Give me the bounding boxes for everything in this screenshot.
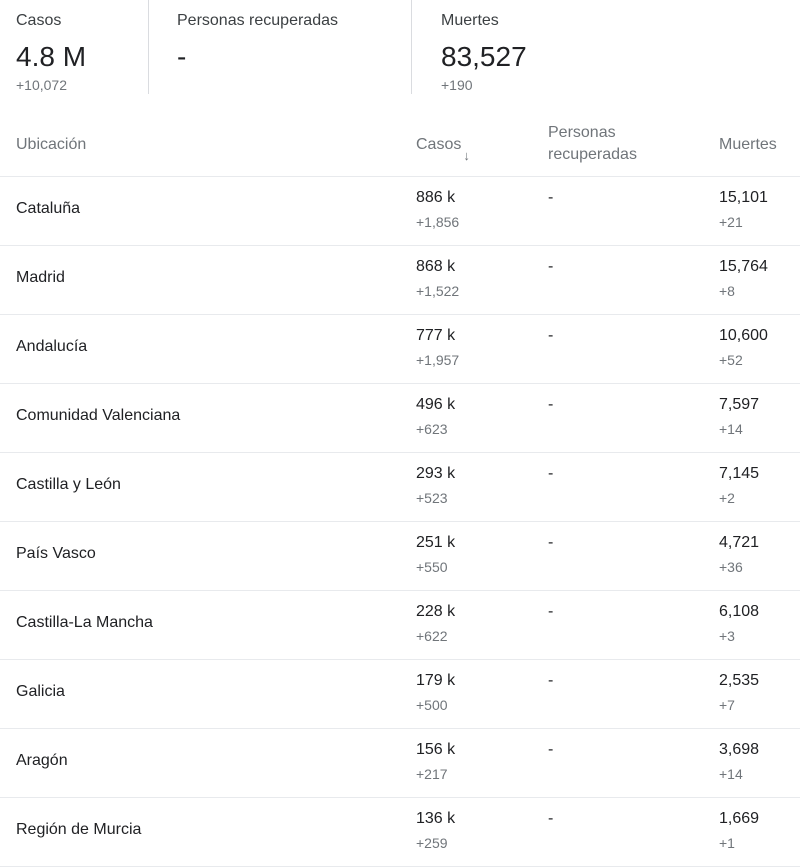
row-recovered: - <box>548 672 554 689</box>
row-recovered: - <box>548 603 554 620</box>
row-cases-delta: +1,957 <box>416 352 460 368</box>
row-recovered: - <box>548 258 554 275</box>
stat-cases <box>16 0 148 94</box>
row-cases-value: 136 k <box>416 810 456 827</box>
table-row[interactable] <box>0 453 800 522</box>
row-cases-delta: +523 <box>416 490 448 506</box>
row-cases <box>416 671 455 714</box>
table-body <box>0 177 800 867</box>
row-cases-value: 228 k <box>416 603 456 620</box>
row-location: Castilla-La Mancha <box>16 614 153 631</box>
row-cases-value: 251 k <box>416 534 456 551</box>
table-row[interactable] <box>0 798 800 867</box>
row-cases-delta: +1,856 <box>416 214 460 230</box>
row-cases-delta: +550 <box>416 559 448 575</box>
row-deaths-value: 10,600 <box>719 327 768 344</box>
stat-cases-value: 4.8 M <box>16 41 87 72</box>
row-cases <box>416 602 455 645</box>
row-deaths <box>719 326 768 369</box>
row-recovered: - <box>548 741 554 758</box>
row-deaths-delta: +7 <box>719 697 735 713</box>
row-cases-delta: +259 <box>416 835 448 851</box>
row-cases-value: 156 k <box>416 741 456 758</box>
row-deaths-value: 6,108 <box>719 603 760 620</box>
row-cases <box>416 395 455 438</box>
row-location: Andalucía <box>16 338 88 355</box>
row-cases <box>416 740 455 783</box>
table-row[interactable] <box>0 591 800 660</box>
header-cases-label: Casos <box>416 136 462 153</box>
row-deaths-delta: +36 <box>719 559 743 575</box>
row-deaths <box>719 533 759 576</box>
header-deaths[interactable]: Muertes <box>719 136 777 153</box>
row-location: Madrid <box>16 269 65 286</box>
row-deaths-delta: +52 <box>719 352 743 368</box>
table-row[interactable] <box>0 246 800 315</box>
row-recovered: - <box>548 810 554 827</box>
row-deaths-value: 7,145 <box>719 465 760 482</box>
row-deaths <box>719 464 759 507</box>
row-deaths-value: 15,101 <box>719 189 768 206</box>
row-deaths <box>719 395 759 438</box>
table-row[interactable] <box>0 177 800 246</box>
row-location: País Vasco <box>16 545 96 562</box>
stat-deaths-value: 83,527 <box>441 41 527 72</box>
table-header <box>0 110 800 177</box>
header-location[interactable]: Ubicación <box>16 136 87 153</box>
row-deaths-delta: +21 <box>719 214 743 230</box>
stat-cases-label: Casos <box>16 12 62 29</box>
row-recovered: - <box>548 465 554 482</box>
stat-recovered-value: - <box>177 41 187 72</box>
row-cases-delta: +1,522 <box>416 283 460 299</box>
row-deaths-delta: +2 <box>719 490 735 506</box>
row-deaths-value: 4,721 <box>719 534 760 551</box>
row-cases-value: 886 k <box>416 189 456 206</box>
row-cases-delta: +623 <box>416 421 448 437</box>
stat-deaths-label: Muertes <box>441 12 499 29</box>
row-deaths <box>719 188 768 231</box>
row-cases-delta: +622 <box>416 628 448 644</box>
regions-table <box>0 110 800 867</box>
row-recovered: - <box>548 189 554 206</box>
row-deaths-delta: +8 <box>719 283 735 299</box>
table-row[interactable] <box>0 384 800 453</box>
row-deaths-delta: +3 <box>719 628 735 644</box>
stat-recovered <box>148 0 411 94</box>
stat-deaths <box>411 0 711 94</box>
row-deaths-delta: +1 <box>719 835 735 851</box>
row-deaths <box>719 257 768 300</box>
row-cases-delta: +217 <box>416 766 448 782</box>
row-cases-value: 293 k <box>416 465 456 482</box>
row-location: Aragón <box>16 752 68 769</box>
sort-down-icon: ↓ <box>463 148 470 163</box>
row-deaths-value: 7,597 <box>719 396 760 413</box>
stat-cases-delta: +10,072 <box>16 77 67 93</box>
row-deaths-value: 3,698 <box>719 741 760 758</box>
row-cases <box>416 257 459 300</box>
row-cases-value: 179 k <box>416 672 456 689</box>
row-cases <box>416 188 459 231</box>
row-recovered: - <box>548 396 554 413</box>
table-row[interactable] <box>0 522 800 591</box>
row-location: Galicia <box>16 683 65 700</box>
row-deaths-value: 1,669 <box>719 810 760 827</box>
header-recovered[interactable]: Personas recuperadas <box>548 124 637 163</box>
row-cases <box>416 464 455 507</box>
row-deaths <box>719 671 759 714</box>
row-cases-delta: +500 <box>416 697 448 713</box>
stat-deaths-delta: +190 <box>441 77 473 93</box>
row-deaths-value: 2,535 <box>719 672 760 689</box>
row-recovered: - <box>548 534 554 551</box>
row-deaths <box>719 740 759 783</box>
row-deaths <box>719 602 759 645</box>
row-deaths-delta: +14 <box>719 766 743 782</box>
row-cases-value: 777 k <box>416 327 456 344</box>
summary-stats <box>0 0 800 100</box>
row-deaths-delta: +14 <box>719 421 743 437</box>
table-row[interactable] <box>0 315 800 384</box>
table-row[interactable] <box>0 660 800 729</box>
row-location: Castilla y León <box>16 476 121 493</box>
header-cases[interactable] <box>416 134 470 163</box>
row-cases <box>416 533 455 576</box>
stat-recovered-label: Personas recuperadas <box>177 12 338 29</box>
row-cases <box>416 326 459 369</box>
row-location: Comunidad Valenciana <box>16 407 181 424</box>
row-location: Cataluña <box>16 200 81 217</box>
row-location: Región de Murcia <box>16 821 142 838</box>
table-row[interactable] <box>0 729 800 798</box>
row-recovered: - <box>548 327 554 344</box>
row-cases <box>416 809 455 852</box>
row-cases-value: 868 k <box>416 258 456 275</box>
row-deaths <box>719 809 759 852</box>
row-cases-value: 496 k <box>416 396 456 413</box>
row-deaths-value: 15,764 <box>719 258 768 275</box>
